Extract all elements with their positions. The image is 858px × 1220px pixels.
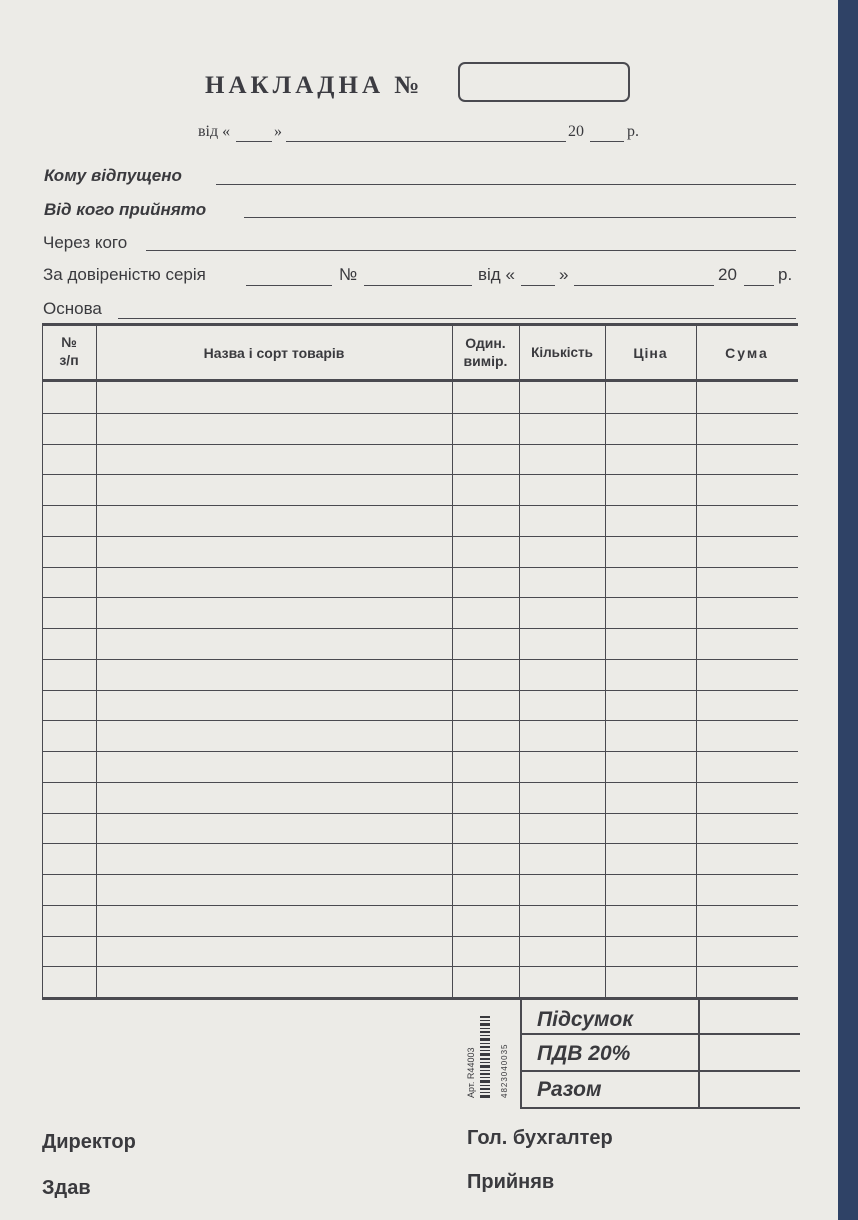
year-suffix: р. [627, 123, 639, 140]
table-row[interactable] [42, 936, 798, 937]
to-whom-label: Кому відпущено [44, 166, 182, 185]
proxy-series-line[interactable] [246, 285, 332, 286]
basis-label: Основа [43, 299, 102, 318]
table-row[interactable] [42, 659, 798, 660]
invoice-number-field[interactable] [458, 62, 630, 102]
year-prefix: 20 [568, 123, 584, 140]
proxy-series-label: За довіреністю серія [43, 265, 206, 284]
subtotal-label: Підсумок [537, 1008, 634, 1031]
col-divider-no [96, 325, 97, 1000]
proxy-number-sign: № [339, 265, 358, 284]
col-divider-qty [605, 325, 606, 1000]
total-label: Разом [537, 1078, 602, 1101]
table-row[interactable] [42, 720, 798, 721]
summary-line-2 [520, 1070, 800, 1072]
from-whom-label: Від кого прийнято [44, 200, 207, 219]
vat-label: ПДВ 20% [537, 1042, 631, 1065]
col-header-unit-line1: Один. [465, 335, 506, 351]
summary-line-1 [520, 1033, 800, 1035]
basis-line[interactable] [118, 318, 796, 319]
table-row[interactable] [42, 905, 798, 906]
table-top-border [42, 323, 798, 326]
col-header-price: Ціна [633, 345, 668, 361]
table-row[interactable] [42, 813, 798, 814]
table-header-border [42, 379, 798, 382]
vat-value-cell[interactable] [700, 1036, 798, 1068]
from-whom-line[interactable] [244, 217, 796, 218]
date-prefix: від « [198, 123, 231, 140]
handed-over-label: Здав [42, 1177, 91, 1199]
col-header-name: Назва і сорт товарів [203, 345, 345, 361]
table-row[interactable] [42, 874, 798, 875]
col-divider-unit [519, 325, 520, 1000]
proxy-year-line[interactable] [744, 285, 774, 286]
table-row[interactable] [42, 597, 798, 598]
through-whom-label: Через кого [43, 233, 128, 252]
col-header-no-line1: № [61, 334, 77, 350]
table-row[interactable] [42, 628, 798, 629]
table-row[interactable] [42, 505, 798, 506]
received-label: Прийняв [467, 1171, 555, 1193]
col-header-sum: Сума [725, 345, 769, 361]
col-divider-left [42, 325, 43, 1000]
table-row[interactable] [42, 536, 798, 537]
col-header-unit [452, 334, 519, 370]
col-header-qty: Кількість [531, 345, 593, 360]
barcode-icon [478, 1014, 500, 1100]
table-row[interactable] [42, 413, 798, 414]
summary-bottom-border [520, 1107, 800, 1109]
director-label: Директор [42, 1131, 136, 1153]
date-day-line[interactable] [236, 141, 272, 142]
proxy-date-prefix: від « [478, 265, 515, 284]
article-code: Арт. R44003 [466, 1047, 476, 1098]
proxy-number-line[interactable] [364, 285, 472, 286]
table-row[interactable] [42, 567, 798, 568]
col-divider-name [452, 325, 453, 1000]
col-divider-price [696, 325, 697, 1000]
table-row[interactable] [42, 474, 798, 475]
barcode-digits: 4823040035 [500, 1043, 509, 1098]
col-header-unit-line2: вимір. [463, 353, 508, 369]
date-year-line[interactable] [590, 141, 624, 142]
date-close: » [274, 123, 282, 140]
table-bottom-border [42, 997, 798, 1000]
date-month-line[interactable] [286, 141, 566, 142]
summary-left-border [520, 998, 522, 1108]
to-whom-line[interactable] [216, 184, 796, 185]
subtotal-value-cell[interactable] [700, 1000, 798, 1032]
table-row[interactable] [42, 966, 798, 967]
proxy-date-close: » [559, 265, 569, 284]
document-title: НАКЛАДНА № [205, 72, 424, 99]
through-whom-line[interactable] [146, 250, 796, 251]
table-row[interactable] [42, 782, 798, 783]
chief-accountant-label: Гол. бухгалтер [467, 1127, 613, 1149]
proxy-month-line[interactable] [574, 285, 714, 286]
table-row[interactable] [42, 444, 798, 445]
table-row[interactable] [42, 690, 798, 691]
proxy-year-suffix: р. [778, 265, 793, 284]
table-row[interactable] [42, 751, 798, 752]
total-value-cell[interactable] [700, 1073, 798, 1105]
proxy-year-prefix: 20 [718, 265, 737, 284]
col-header-no [42, 333, 96, 369]
table-row[interactable] [42, 843, 798, 844]
col-header-no-line2: з/п [59, 352, 79, 368]
proxy-day-line[interactable] [521, 285, 555, 286]
